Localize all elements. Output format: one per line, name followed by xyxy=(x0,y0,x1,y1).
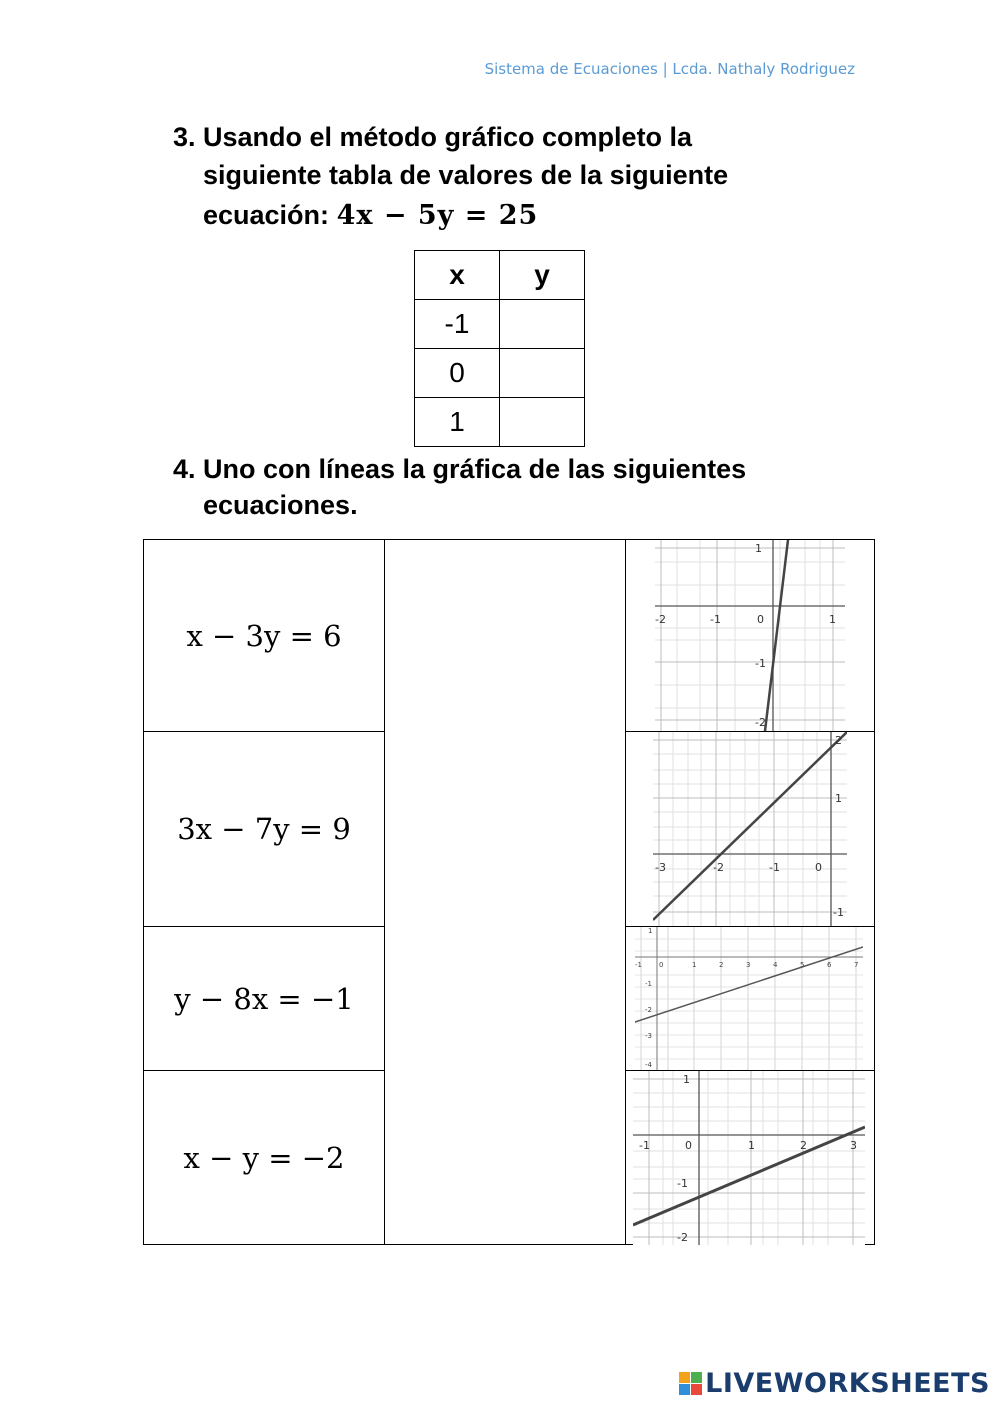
graph-3[interactable] xyxy=(635,927,863,1070)
liveworksheets-logo xyxy=(679,1368,990,1399)
question-3-line-3 xyxy=(203,196,538,235)
tick-label: -1 xyxy=(769,861,780,874)
header-y: y xyxy=(500,251,585,300)
cell-x: -1 xyxy=(415,300,500,349)
question-4-line-1: Uno con líneas la gráfica de las siguientes xyxy=(203,454,747,484)
tick-label: 2 xyxy=(835,734,842,747)
equation-2: 3x − 7y = 9 xyxy=(177,812,351,846)
graph-4-svg xyxy=(633,1071,865,1245)
logo-text: LIVEWORKSHEETS xyxy=(705,1368,990,1399)
tick-label: -1 xyxy=(710,613,721,626)
table-header-row xyxy=(415,251,585,300)
tick-label: 1 xyxy=(683,1073,690,1086)
question-4 xyxy=(173,450,873,530)
cell-x: 1 xyxy=(415,398,500,447)
cell-x: 0 xyxy=(415,349,500,398)
logo-icon xyxy=(679,1372,702,1395)
matching-area[interactable] xyxy=(384,539,626,1245)
table-row xyxy=(415,398,585,447)
tick-label: 0 xyxy=(757,613,764,626)
graph-1-svg xyxy=(655,540,845,731)
equation-cell-3 xyxy=(143,926,385,1071)
equation-cell-2 xyxy=(143,731,385,927)
tick-label: -1 xyxy=(755,657,766,670)
question-4-line-2: ecuaciones. xyxy=(203,490,358,520)
equation-cell-1 xyxy=(143,539,385,732)
graph-3-svg xyxy=(635,927,863,1070)
equation-4: x − y = −2 xyxy=(183,1140,345,1175)
question-3 xyxy=(173,118,873,238)
equation-1: x − 3y = 6 xyxy=(186,618,342,653)
graph-line xyxy=(653,732,847,920)
table-row xyxy=(415,349,585,398)
cell-y-input[interactable] xyxy=(500,398,585,447)
graph-2[interactable] xyxy=(653,732,847,926)
tick-label: 3 xyxy=(746,961,751,969)
graph-line xyxy=(765,540,788,731)
tick-label: -1 xyxy=(635,961,642,969)
tick-label: -1 xyxy=(833,906,844,919)
tick-label: -1 xyxy=(639,1139,650,1152)
question-3-label: ecuación: xyxy=(203,200,330,230)
graph-4[interactable] xyxy=(633,1071,865,1245)
tick-label: 7 xyxy=(854,961,859,969)
tick-label: 6 xyxy=(827,961,832,969)
tick-label: 1 xyxy=(835,792,842,805)
tick-label: 5 xyxy=(800,961,805,969)
tick-label: -3 xyxy=(655,861,666,874)
tick-label: -1 xyxy=(645,980,652,988)
tick-label: 1 xyxy=(829,613,836,626)
question-3-number: 3. xyxy=(173,122,196,152)
cell-y-input[interactable] xyxy=(500,349,585,398)
page-header: Sistema de Ecuaciones | Lcda. Nathaly Rodriguez xyxy=(484,60,855,78)
question-4-number: 4. xyxy=(173,454,196,484)
equation-3: y − 8x = −1 xyxy=(174,981,354,1016)
tick-label: 1 xyxy=(748,1139,755,1152)
tick-label: 0 xyxy=(659,961,664,969)
question-3-line-1: Usando el método gráfico completo la xyxy=(203,122,693,152)
tick-label: 1 xyxy=(648,927,653,935)
graph-1[interactable] xyxy=(655,540,845,731)
tick-label: -2 xyxy=(645,1006,652,1014)
equation-cell-4 xyxy=(143,1070,385,1245)
question-3-equation: 4x − 5y = 25 xyxy=(336,200,539,231)
tick-label: -1 xyxy=(677,1177,688,1190)
values-table xyxy=(414,250,585,447)
tick-label: 1 xyxy=(692,961,697,969)
tick-label: 0 xyxy=(815,861,822,874)
header-x: x xyxy=(415,251,500,300)
tick-label: -2 xyxy=(655,613,666,626)
tick-label: -4 xyxy=(645,1061,652,1069)
tick-label: 3 xyxy=(850,1139,857,1152)
tick-label: -2 xyxy=(677,1231,688,1244)
matching-table xyxy=(143,539,875,1245)
tick-label: 2 xyxy=(800,1139,807,1152)
tick-label: 4 xyxy=(773,961,778,969)
tick-label: 0 xyxy=(685,1139,692,1152)
graph-2-svg xyxy=(653,732,847,926)
question-3-line-2: siguiente tabla de valores de la siguiente xyxy=(203,160,729,190)
tick-label: -2 xyxy=(713,861,724,874)
tick-label: 1 xyxy=(755,542,762,555)
table-row xyxy=(415,300,585,349)
tick-label: 2 xyxy=(719,961,724,969)
tick-label: -2 xyxy=(755,716,766,729)
cell-y-input[interactable] xyxy=(500,300,585,349)
tick-label: -3 xyxy=(645,1032,652,1040)
